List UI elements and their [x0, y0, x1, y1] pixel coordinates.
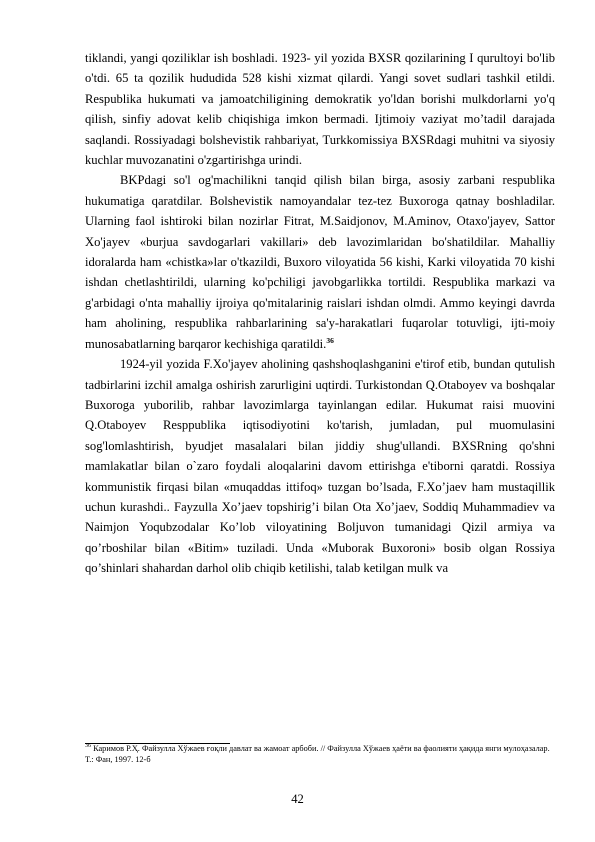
footnote-number: 36 [85, 743, 91, 750]
paragraph-1: tiklandi, yangi qoziliklar ish boshladi. 1923- yil yozida BXSR qozilarining I qurultoyi bo'lib o'tdi. 65 ta qozilik hududida 528 kishi xizmat qilardi. Yangi sovet sudlari tashkil etildi. Respublika hukumati va jamoatchiligining demokratik yo'ldan borishi mulkdorlarni yo'q qilish, sinfiy adovat kelib chiqishiga imkon bermadi. Ijtimoiy vaziyat mo’tadil darajada saqlandi. Rossiyadagi bolshevistik rahbariyat, Turkkomissiya BXSRdagi muhitni va siyosiy kuchlar muvozanatini o'zgartirishga urindi. [85, 51, 555, 168]
footnote [85, 744, 555, 765]
paragraph-3: 1924-yil yozida F.Xo'jayev aholining qashshoqlashganini e'tirof etib, bundan qutulish tadbirlarini izchil amalga oshirish zarurligini uqtirdi. Turkistondan Q.Otaboyev va boshqalar Buxoroga yuborilib, rahbar lavozimlarga tayinlangan edilar. Hukumat raisi muovini Q.Otaboyev Resppublika iqtisodiyotini ko'tarish, jumladan, pul muomulasini sog'lomlashtirish, byudjet masalalari bilan jiddiy shug'ullandi. BXSRning qo'shni mamlakatlar bilan o`zaro foydali aloqalarini davom ettirishga e'tiborni qaratdi. Rossiya kommunistik firqasi bilan «muqaddas ittifoq» tuzgan bo’lsada, F.Xo’jaev ham mustaqillik uchun kurashdi.. Fayzulla Xo’jaev topshirig’i bilan Ota Xo’jaev, Soddiq Muhammadiev va Naimjon Yoqubzodalar Ko’lob viloyatining Boljuvon tumanidagi Qizil armiya va qo’rboshilar bilan «Bitim» tuziladi. Unda «Muborak Buxoroni» bosib olgan Rossiya qo’shinlari shahardan darhol olib chiqib ketilishi, talab ketilgan mulk va [85, 357, 555, 576]
paragraph-2-text: BKPdagi so'l og'machilikni tanqid qilish bilan birga, asosiy zarbani respublika hukumatiga qaratdilar. Bolshevistik namoyandalar tez-tez Buxoroga qatnay boshladilar. Ularning faol ishtiroki bilan nozirlar Fitrat, M.Saidjonov, M.Aminov, Otaxo'jayev, Sattor Xo'jayev «burjua savdogarlari vakillari» deb lavozimlaridan bo'shatildilar. Mahalliy idoralarda ham «chistka»lar o'tkazildi, Buxoro viloyatida 56 kishi, Karki viloyatida 70 kishi ishdan chetlashtirildi, ularning ko'pchiligi javobgarlikka tortildi. Respublika markazi va g'arbidagi o'nta mahalliy ijroiya qo'mitalarinig raislari ishdan olmdi. Ammo keyingi davrda ham aholining, respublika rahbarlarining sa'y-harakatlari fuqarolar totuvligi, ijti-moiy munosabatlarning barqaror kechishiga qaratildi. [85, 173, 555, 351]
page-number: 42 [291, 792, 304, 806]
page-body [85, 48, 555, 579]
paragraph-2 [85, 170, 555, 354]
footnote-text: Каримов Р.Ҳ. Файзулла Хўжаев ғоқли давлат ва жамоат арбоби. // Файзулла Хўжаев ҳаёти ва фаолияти ҳақида янги мулоҳазалар. Т.: Фан, 1997. 12-б [85, 744, 550, 764]
footnote-reference[interactable]: 36 [326, 335, 334, 345]
